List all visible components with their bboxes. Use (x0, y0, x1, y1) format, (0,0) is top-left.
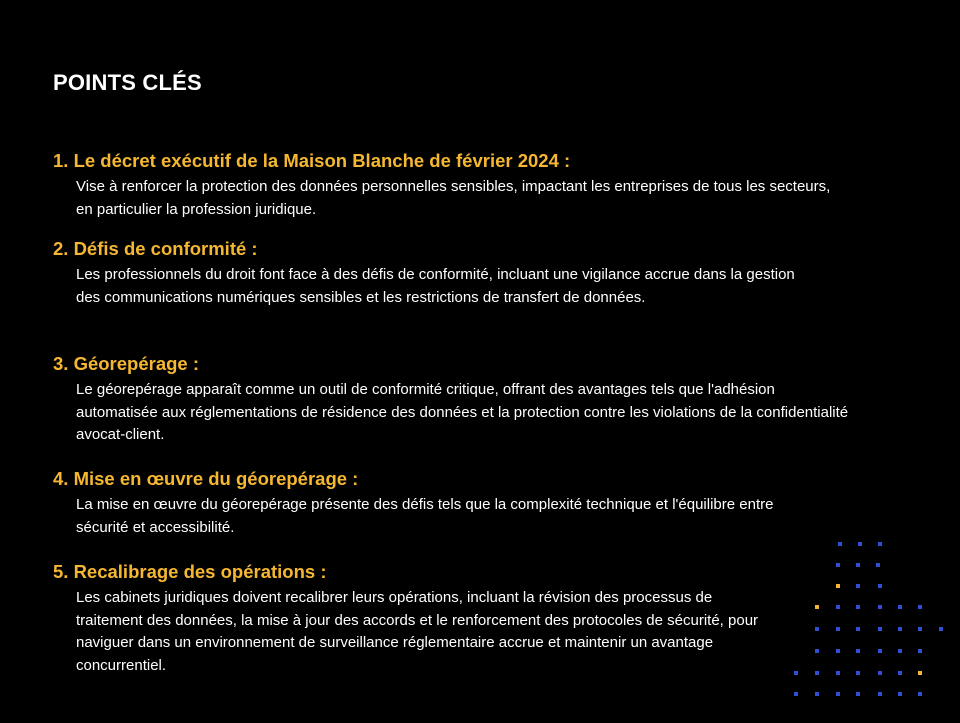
decorative-dot (878, 605, 882, 609)
decorative-dot (918, 671, 922, 675)
key-point-4 (53, 466, 781, 539)
decorative-dot (856, 671, 860, 675)
key-point-body: Vise à renforcer la protection des données personnelles sensibles, impactant les entreprises de tous les secteurs, en particulier la profession juridique. (76, 178, 831, 218)
decorative-dot (918, 627, 922, 631)
key-point-title: 3. Géorepérage : (53, 353, 200, 374)
decorative-dot (794, 692, 798, 696)
decorative-dot (815, 605, 819, 609)
decorative-dot (878, 692, 882, 696)
decorative-dot (918, 605, 922, 609)
decorative-dot (794, 671, 798, 675)
decorative-dot (838, 542, 842, 546)
decorative-dot (836, 671, 840, 675)
decorative-dot (918, 649, 922, 653)
key-point-body: Les cabinets juridiques doivent recalibrer leurs opérations, incluant la révision des processus de traitement des données, la mise à jour des accords et le renforcement des protocoles de sécurité, pour naviguer dans un environnement de surveillance réglementaire accrue et maintenir un avantage concurrentiel. (76, 589, 759, 674)
decorative-dot (858, 542, 862, 546)
key-point-body: Les professionnels du droit font face à des défis de conformité, incluant une vigilance accrue dans la gestion des communications numériques sensibles et les restrictions de transfert de données. (76, 266, 795, 306)
key-point-5 (53, 559, 776, 677)
decorative-dot (836, 563, 840, 567)
decorative-dot (876, 563, 880, 567)
decorative-dot (878, 671, 882, 675)
decorative-dot (878, 542, 882, 546)
key-point-body: La mise en œuvre du géorepérage présente des défis tels que la complexité technique et l'équilibre entre sécurité et accessibilité. (76, 496, 774, 536)
decorative-dot (836, 605, 840, 609)
decorative-dot (856, 627, 860, 631)
key-point-title: 4. Mise en œuvre du géorepérage : (53, 468, 359, 489)
key-point-body: Le géorepérage apparaît comme un outil de conformité critique, offrant des avantages tels que l'adhésion automatisée aux réglementations de résidence des données et la protection contre les violations de la confidentialité avocat-client. (76, 381, 849, 443)
decorative-dot (898, 692, 902, 696)
decorative-dot (856, 584, 860, 588)
decorative-dot (856, 692, 860, 696)
decorative-dot (856, 563, 860, 567)
decorative-dot (878, 584, 882, 588)
decorative-dot (836, 627, 840, 631)
key-point-title: 1. Le décret exécutif de la Maison Blanche de février 2024 : (53, 150, 571, 171)
decorative-dot (815, 649, 819, 653)
decorative-dot (878, 627, 882, 631)
key-point-title: 5. Recalibrage des opérations : (53, 561, 327, 582)
decorative-dot (815, 627, 819, 631)
decorative-dot (898, 649, 902, 653)
key-point-2 (53, 236, 806, 309)
decorative-dot (856, 605, 860, 609)
decorative-dot (898, 627, 902, 631)
decorative-dot (898, 671, 902, 675)
decorative-dot (878, 649, 882, 653)
key-point-3 (53, 351, 851, 447)
heading: POINTS CLÉS (53, 70, 202, 95)
key-point-1 (53, 148, 836, 221)
decorative-dot (815, 692, 819, 696)
decorative-dot (836, 692, 840, 696)
key-point-title: 2. Défis de conformité : (53, 238, 258, 259)
decorative-dot (856, 649, 860, 653)
decorative-dot (918, 692, 922, 696)
decorative-dot (836, 649, 840, 653)
decorative-dot (898, 605, 902, 609)
decorative-dot (836, 584, 840, 588)
decorative-dot (939, 627, 943, 631)
decorative-dot (815, 671, 819, 675)
